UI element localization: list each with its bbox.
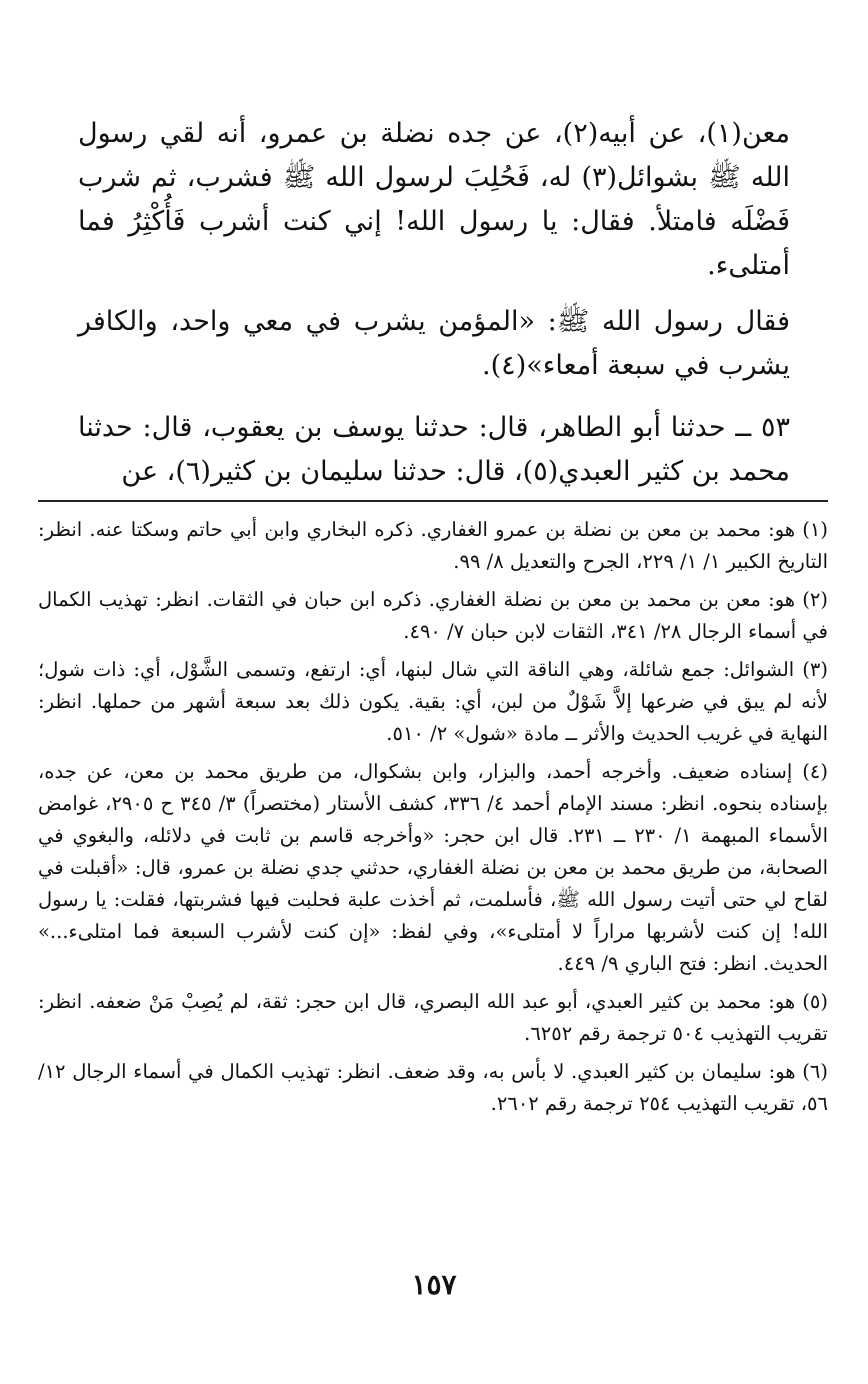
hadith-paragraph-2: فقال رسول الله ﷺ: «المؤمن يشرب في معي واحد، والكافر يشرب في سبعة أمعاء»(٤). <box>78 306 790 381</box>
footnote-6: (٦) هو: سليمان بن كثير العبدي. لا بأس به، وقد ضعف. انظر: تهذيب الكمال في أسماء الرجال ١٢/ ٥٦، تقريب التهذيب ٢٥٤ ترجمة رقم ٢٦٠٢. <box>38 1060 828 1115</box>
footnote-5: (٥) هو: محمد بن كثير العبدي، أبو عبد الله البصري، قال ابن حجر: ثقة، لم يُصِبْ مَنْ ضعفه. انظر: تقريب التهذيب ٥٠٤ ترجمة رقم ٦٢٥٢. <box>38 990 828 1045</box>
hadith-paragraph-1: معن(١)، عن أبيه(٢)، عن جده نضلة بن عمرو، أنه لقي رسول الله ﷺ بشوائل(٣) له، فَحُلِبَ لرسول الله ﷺ فشرب، ثم شرب فَضْلَه فامتلأ. فقال: يا رسول الله! إني كنت أشرب فَأُكْثِرُ فما أمتلىء. <box>78 118 790 281</box>
page-number: ١٥٧ <box>411 1268 457 1301</box>
main-text <box>78 112 790 494</box>
footnote-2: (٢) هو: معن بن محمد بن معن بن نضلة الغفاري. ذكره ابن حبان في الثقات. انظر: تهذيب الكمال في أسماء الرجال ٢٨/ ٣٤١، الثقات لابن حبان ٧/ ٤٩٠. <box>38 588 828 643</box>
footnote-4: (٤) إسناده ضعيف. وأخرجه أحمد، والبزار، وابن بشكوال، من طريق محمد بن معن، عن جده، بإسناده بنحوه. انظر: مسند الإمام أحمد ٤/ ٣٣٦، كشف الأستار (مختصراً) ٣/ ٣٤٥ ح ٢٩٠٥، غوامض الأسماء المبهمة ١/ ٢٣٠ ــ ٢٣١. قال ابن حجر: «وأخرجه قاسم بن ثابت في دلائله، والبغوي في الصحابة، من طريق محمد بن معن بن نضلة الغفاري، حدثني جدي نضلة بن عمرو، قال: «أقبلت في لقاح لي حتى أتيت رسول الله ﷺ، فأسلمت، ثم أخذت علبة فحلبت فيها فشربتها، فقلت: يا رسول الله! إن كنت لأشربها مراراً لا أمتلىء»، وفي لفظ: «إن كنت لأشرب السبعة فما امتلىء...» الحديث. انظر: فتح الباري ٩/ ٤٤٩. <box>38 760 829 975</box>
footnotes <box>38 514 828 1126</box>
footnote-1: (١) هو: محمد بن معن بن نضلة بن عمرو الغفاري. ذكره البخاري وابن أبي حاتم وسكتا عنه. انظر: التاريخ الكبير ١/ ١/ ٢٢٩، الجرح والتعديل ٨/ ٩٩. <box>38 518 828 573</box>
footnote-separator <box>38 500 828 502</box>
footnote-3: (٣) الشوائل: جمع شائلة، وهي الناقة التي شال لبنها، أي: ارتفع، وتسمى الشَّوْل، أي: ذات شول؛ لأنه لم يبق في ضرعها إلاَّ شَوْلٌ من لبن، أي: بقية. يكون ذلك بعد سبعة أشهر من حملها. انظر: النهاية في غريب الحديث والأثر ــ مادة «شول» ٢/ ٥١٠. <box>38 658 828 745</box>
hadith-paragraph-53: ٥٣ ــ حدثنا أبو الطاهر، قال: حدثنا يوسف بن يعقوب، قال: حدثنا محمد بن كثير العبدي(٥)، قال: حدثنا سليمان بن كثير(٦)، عن <box>78 412 790 487</box>
